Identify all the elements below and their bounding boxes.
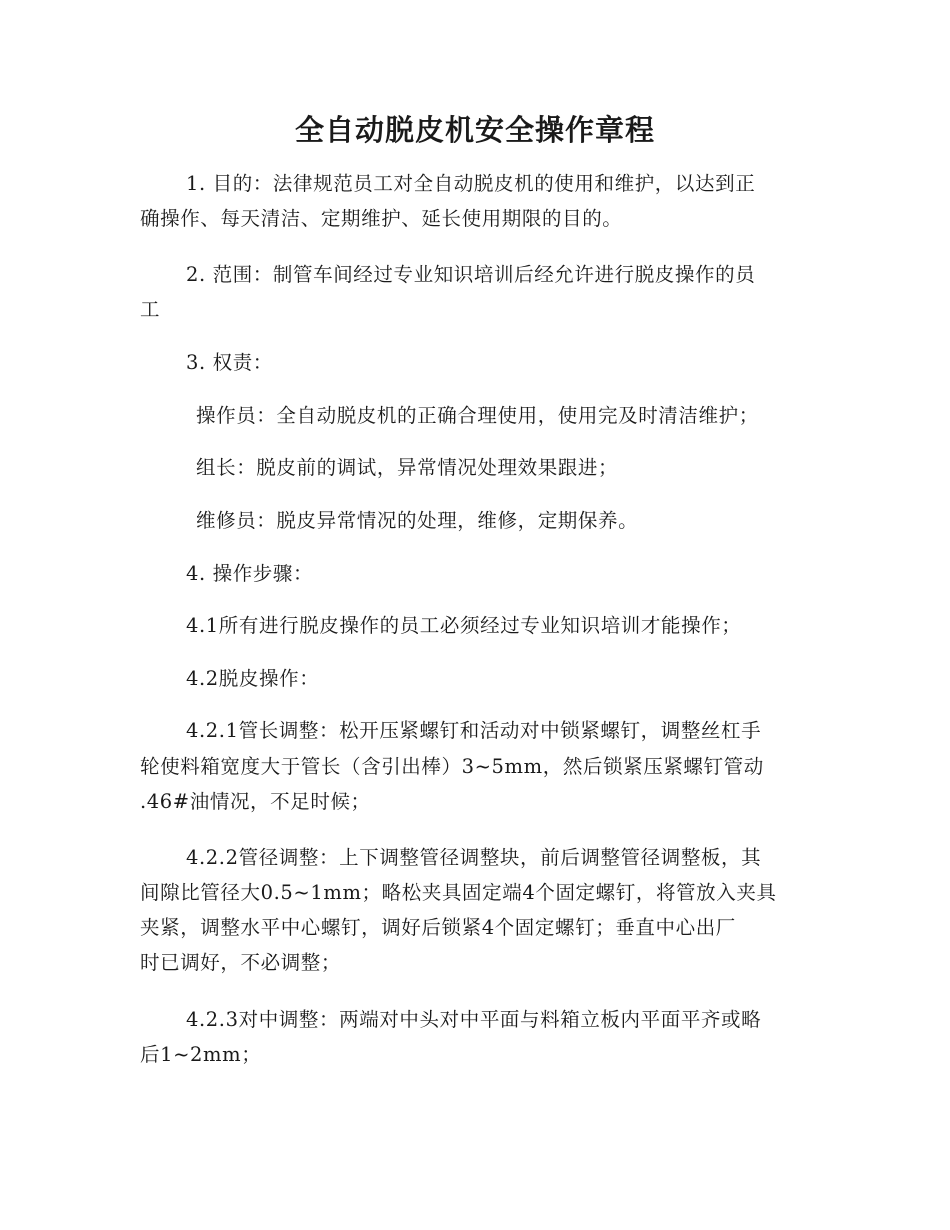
- paragraph-line: 夹紧，调整水平中心螺钉，调好后锁紧4个固定螺钉；垂直中心出厂: [140, 916, 736, 939]
- paragraph-line: 操作员：全自动脱皮机的正确合理使用，使用完及时清洁维护；: [196, 404, 759, 427]
- paragraph-line: 轮使料箱宽度大于管长（含引出棒）3~5mm，然后锁紧压紧螺钉管动: [140, 755, 764, 778]
- paragraph-line: 确操作、每天清洁、定期维护、延长使用期限的目的。: [140, 207, 623, 230]
- paragraph-line: 3. 权责：: [186, 351, 273, 374]
- paragraph-line: 维修员：脱皮异常情况的处理，维修，定期保养。: [196, 509, 639, 532]
- paragraph-line: 工: [140, 298, 161, 321]
- paragraph-line: 4. 操作步骤：: [186, 562, 314, 585]
- paragraph-line: 组长：脱皮前的调试，异常情况处理效果跟进；: [196, 456, 619, 479]
- paragraph-line: 4.2.1管长调整：松开压紧螺钉和活动对中锁紧螺钉，调整丝杠手: [186, 719, 762, 742]
- paragraph-line: .46#油情况，不足时候；: [140, 790, 371, 813]
- paragraph-line: 1. 目的：法律规范员工对全自动脱皮机的使用和维护，以达到正: [186, 172, 756, 195]
- paragraph-line: 4.2.2管径调整：上下调整管径调整块，前后调整管径调整板，其: [186, 846, 762, 869]
- paragraph-line: 2. 范围：制管车间经过专业知识培训后经允许进行脱皮操作的员: [186, 263, 756, 286]
- paragraph-line: 4.2.3对中调整：两端对中头对中平面与料箱立板内平面平齐或略: [186, 1008, 762, 1031]
- paragraph-line: 4.2脱皮操作：: [186, 667, 320, 690]
- document-title: 全自动脱皮机安全操作章程: [294, 113, 655, 147]
- paragraph-line: 间隙比管径大0.5~1mm；略松夹具固定端4个固定螺钉，将管放入夹具: [140, 881, 777, 904]
- paragraph-line: 4.1所有进行脱皮操作的员工必须经过专业知识培训才能操作；: [186, 614, 742, 637]
- paragraph-line: 时已调好，不必调整；: [140, 951, 342, 974]
- paragraph-line: 后1~2mm；: [140, 1043, 262, 1066]
